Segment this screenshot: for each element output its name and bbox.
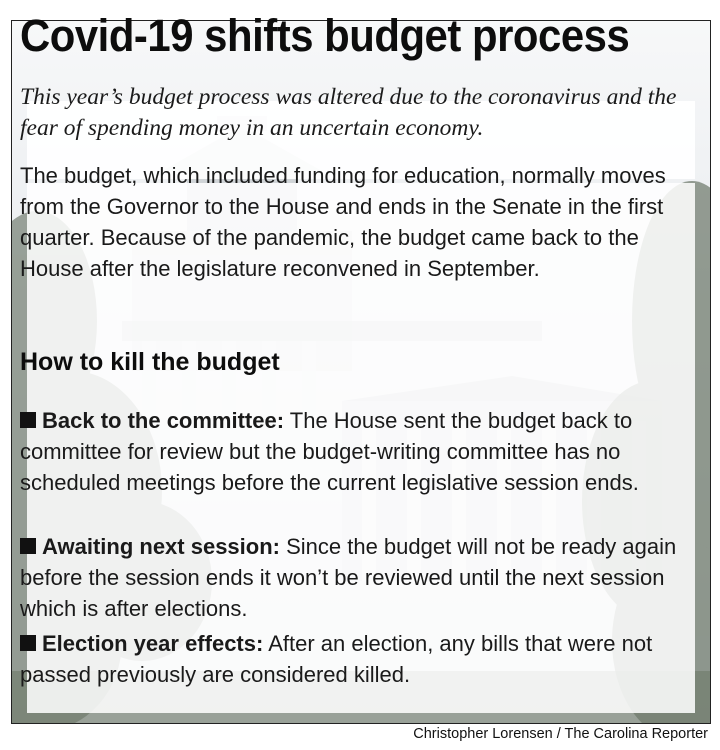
- item-text: The House sent the budget back to committee for review but the budget-writing committee has no scheduled meetings before the current legislative session ends.: [20, 408, 639, 495]
- photo-credit: Christopher Lorensen / The Carolina Reporter: [413, 726, 708, 742]
- item-label: Awaiting next session:: [42, 534, 280, 559]
- headline: Covid-19 shifts budget process: [20, 10, 630, 61]
- item-label: Back to the committee:: [42, 408, 285, 433]
- item-text: After an election, any bills that were not passed previously are considered killed.: [20, 631, 653, 687]
- deck-subhead: This year’s budget process was altered due to the coronavirus and the fear of spending money in an uncertain economy.: [20, 84, 677, 141]
- item-text: Since the budget will not be ready again before the session ends it won’t be reviewed until the next session which is after elections.: [20, 534, 677, 621]
- item-label: Election year effects:: [42, 631, 264, 656]
- intro-paragraph: The budget, which included funding for education, normally moves from the Governor to the House and ends in the Senate in the first quarter. Because of the pandemic, the budget came back to the House after the legislature reconvened in September.: [20, 163, 666, 281]
- list-item-election-year: [20, 628, 682, 690]
- list-item-next-session: [20, 531, 682, 624]
- section-heading: How to kill the budget: [20, 348, 280, 376]
- bullet-square-icon: [20, 538, 36, 554]
- list-item-committee: [20, 405, 682, 498]
- bullet-square-icon: [20, 635, 36, 651]
- bullet-square-icon: [20, 412, 36, 428]
